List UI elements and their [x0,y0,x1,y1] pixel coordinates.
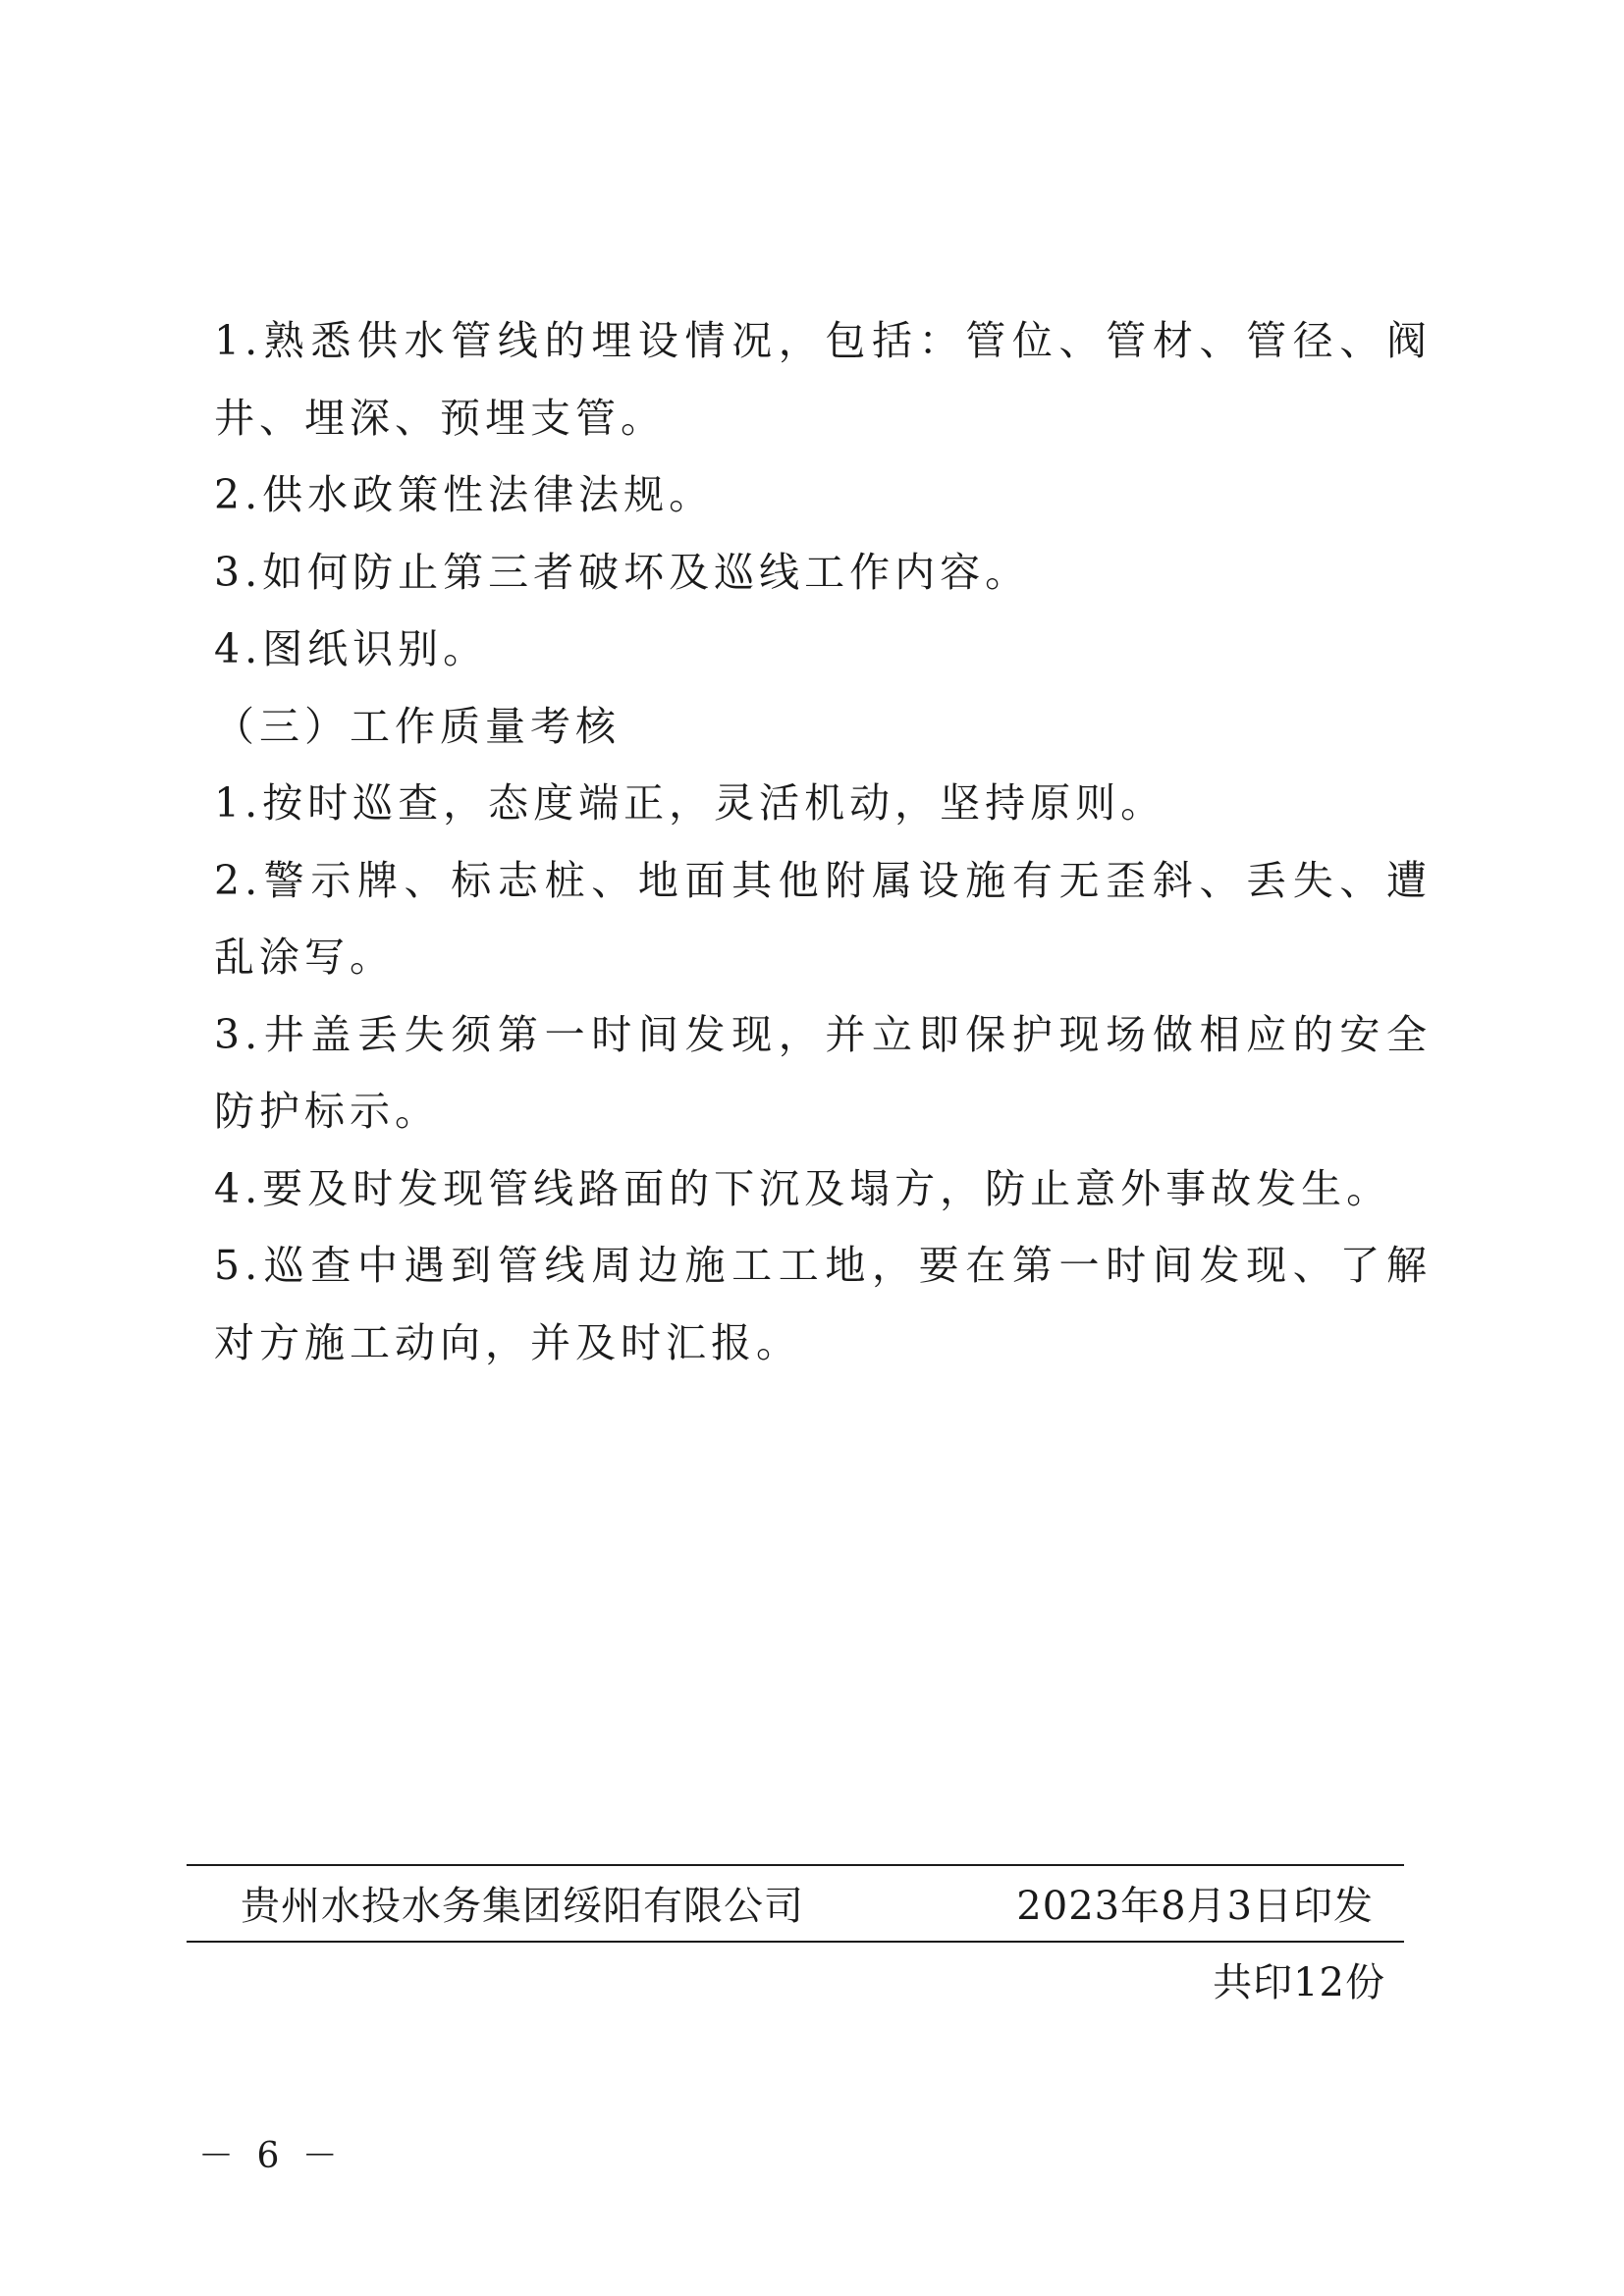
issuing-organization: 贵州水投水务集团绥阳有限公司 [241,1884,804,1929]
paragraph-assessment-3: 3.井盖丢失须第一时间发现，并立即保护现场做相应的安全防护标示。 [214,1010,1432,1135]
footer-divider-bottom [187,1941,1404,1943]
document-body [214,302,1432,1381]
paragraph-item-1: 1.熟悉供水管线的埋设情况，包括：管位、管材、管径、阀井、埋深、预埋支管。 [214,317,1432,442]
paragraph-item-2: 2.供水政策性法律法规。 [214,471,715,518]
issue-date: 2023年8月3日印发 [1016,1884,1374,1929]
paragraph-item-3: 3.如何防止第三者破坏及巡线工作内容。 [214,548,1031,596]
section-heading-quality-assessment: （三）工作质量考核 [214,702,621,750]
paragraph-assessment-1: 1.按时巡查，态度端正，灵活机动，坚持原则。 [214,779,1166,827]
paragraph-assessment-4: 4.要及时发现管线路面的下沉及塌方，防止意外事故发生。 [214,1164,1392,1212]
paragraph-assessment-2: 2.警示牌、标志桩、地面其他附属设施有无歪斜、丢失、遭乱涂写。 [214,856,1432,981]
footer-divider-top [187,1864,1404,1866]
page-number: － 6 － [198,2136,344,2176]
print-copies: 共印12份 [1213,1960,1385,2005]
paragraph-assessment-5: 5.巡查中遇到管线周边施工工地，要在第一时间发现、了解对方施工动向，并及时汇报。 [214,1242,1432,1366]
paragraph-item-4: 4.图纸识别。 [214,625,489,672]
